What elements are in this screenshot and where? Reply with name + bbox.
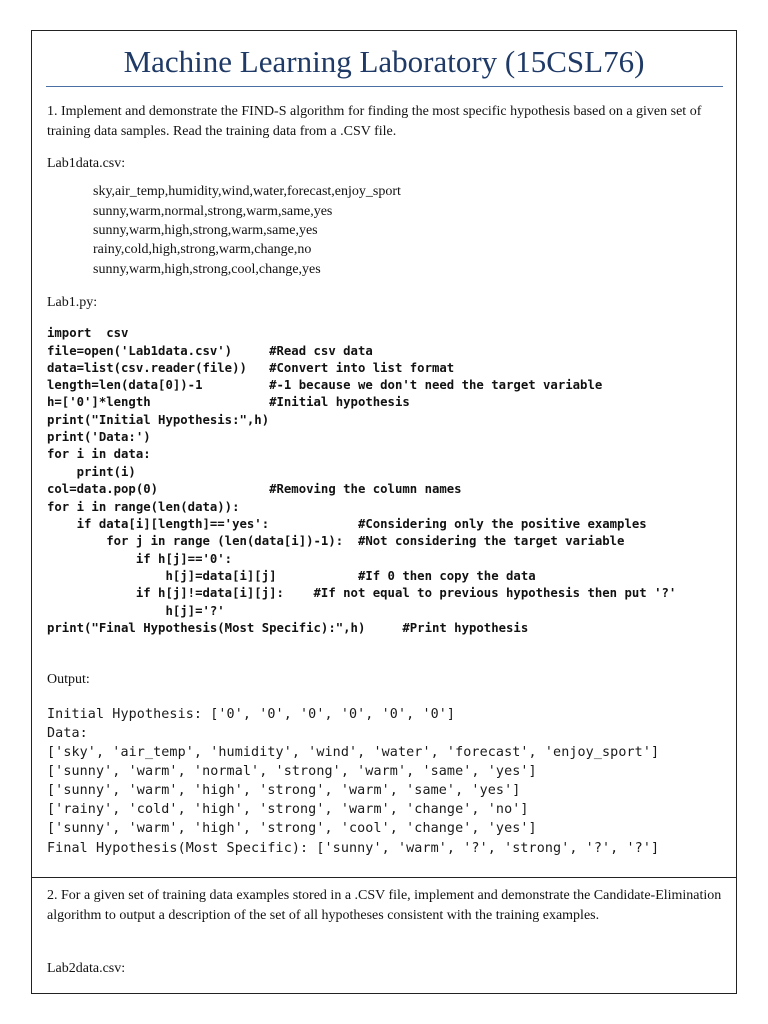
csv-line: sky,air_temp,humidity,wind,water,forecast,enjoy_sport — [93, 184, 401, 199]
page-title: Machine Learning Laboratory (15CSL76) — [123, 44, 645, 79]
code-line: for i in range(len(data)): — [47, 500, 240, 514]
output-line: ['sunny', 'warm', 'normal', 'strong', 'warm', 'same', 'yes'] — [47, 764, 537, 779]
code-line: h[j]=data[i][j] #If 0 then copy the data — [47, 569, 536, 583]
code-line: data=list(csv.reader(file)) #Convert into list format — [47, 361, 455, 375]
csv-line: rainy,cold,high,strong,warm,change,no — [93, 242, 312, 257]
output-line: ['sunny', 'warm', 'high', 'strong', 'warm', 'same', 'yes'] — [47, 783, 521, 798]
code-line: length=len(data[0])-1 #-1 because we don't need the target variable — [47, 378, 603, 392]
question-1-text: 1. Implement and demonstrate the FIND-S algorithm for finding the most specific hypothesis based on a given set of training data samples. Read the training data from a .CSV file. — [47, 104, 702, 139]
output-line: Data: — [47, 726, 88, 741]
csv-file-label-2: Lab2data.csv: — [47, 961, 126, 976]
code-line: for i in data: — [47, 447, 151, 461]
code-line: print("Initial Hypothesis:",h) — [47, 413, 270, 427]
output-line: Initial Hypothesis: ['0', '0', '0', '0', '0', '0'] — [47, 707, 456, 722]
output-line: Final Hypothesis(Most Specific): ['sunny', 'warm', '?', 'strong', '?', '?'] — [47, 841, 660, 856]
code-line: file=open('Lab1data.csv') #Read csv data — [47, 344, 373, 358]
code-line: import csv — [47, 326, 129, 340]
code-line: print('Data:') — [47, 430, 151, 444]
code-line: print("Final Hypothesis(Most Specific):",h) #Print hypothesis — [47, 621, 529, 635]
csv-line: sunny,warm,high,strong,warm,same,yes — [93, 223, 318, 238]
output-line: ['rainy', 'cold', 'high', 'strong', 'warm', 'change', 'no'] — [47, 802, 529, 817]
output-line: ['sunny', 'warm', 'high', 'strong', 'cool', 'change', 'yes'] — [47, 821, 537, 836]
code-line: col=data.pop(0) #Removing the column names — [47, 482, 462, 496]
csv-line: sunny,warm,normal,strong,warm,same,yes — [93, 204, 333, 219]
code-line: h[j]='?' — [47, 604, 225, 618]
section-divider — [32, 877, 736, 878]
title-underline — [46, 86, 723, 87]
code-line: for j in range (len(data[i])-1): #Not considering the target variable — [47, 534, 625, 548]
code-line: if data[i][length]=='yes': #Considering only the positive examples — [47, 517, 647, 531]
csv-file-label: Lab1data.csv: — [47, 156, 126, 171]
csv-line: sunny,warm,high,strong,cool,change,yes — [93, 262, 321, 277]
code-line: h=['0']*length #Initial hypothesis — [47, 395, 410, 409]
python-file-label: Lab1.py: — [47, 295, 98, 310]
output-label: Output: — [47, 672, 90, 687]
question-2-text: 2. For a given set of training data examples stored in a .CSV file, implement and demonstrate the Candidate-Elimination algorithm to output a description of the set of all hypotheses consistent with the training examples. — [47, 888, 722, 923]
code-line: print(i) — [47, 465, 136, 479]
output-line: ['sky', 'air_temp', 'humidity', 'wind', 'water', 'forecast', 'enjoy_sport'] — [47, 745, 660, 760]
code-line: if h[j]!=data[i][j]: #If not equal to previous hypothesis then put '?' — [47, 586, 677, 600]
code-line: if h[j]=='0': — [47, 552, 233, 566]
